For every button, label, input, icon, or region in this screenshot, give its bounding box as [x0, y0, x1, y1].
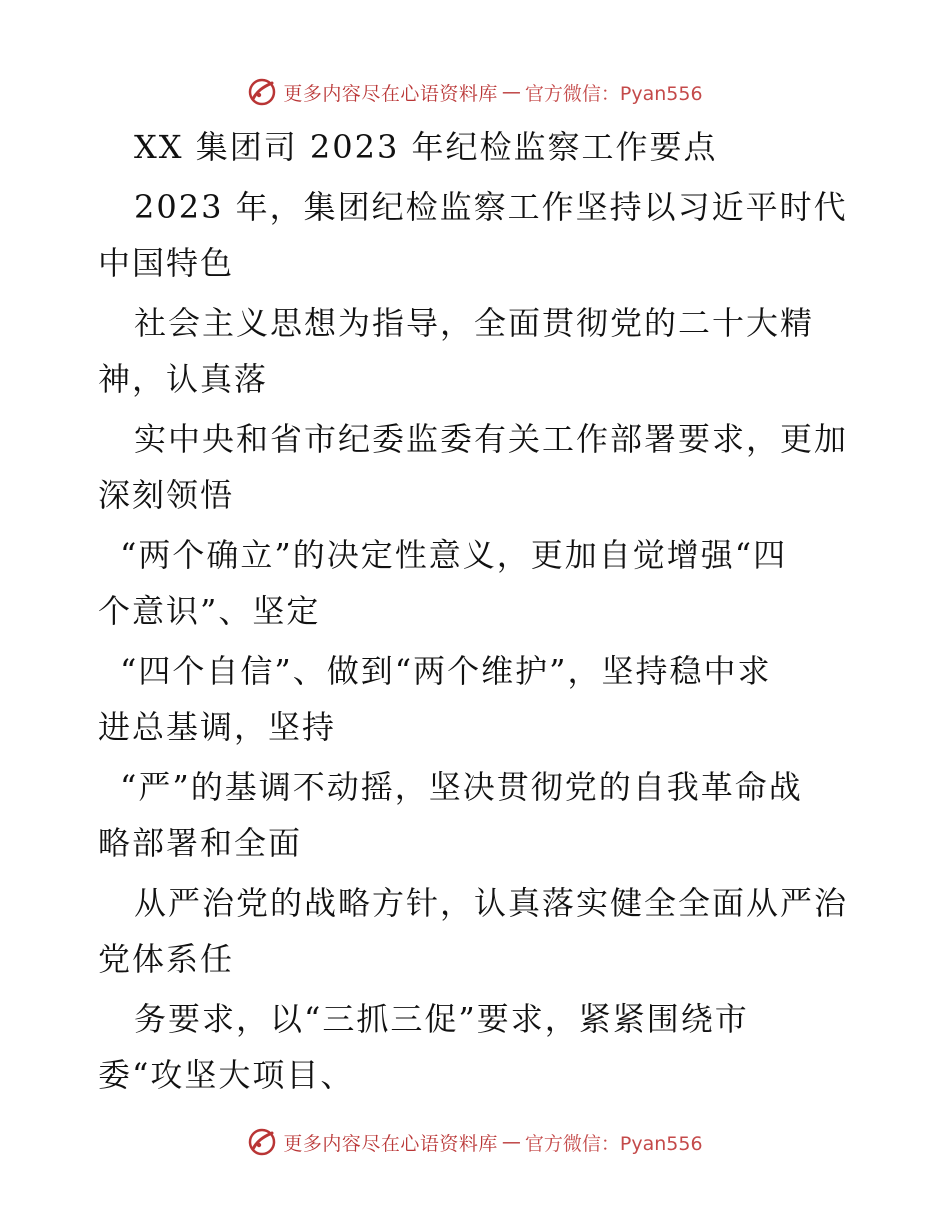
body-line-10: 进总基调，坚持 [98, 708, 337, 746]
body-line-7: “两个确立”的决定性意义，更加自觉增强“四 [120, 536, 788, 574]
footer-banner-text: 更多内容尽在心语资料库 [283, 1132, 498, 1155]
body-line-15: 务要求，以“三抓三促”要求，紧紧围绕市 [134, 1000, 749, 1038]
body-line-12: 略部署和全面 [98, 824, 303, 862]
brush-logo-icon [247, 77, 277, 107]
document-title: XX 集团司 2023 年纪检监察工作要点 [134, 128, 718, 166]
body-line-3: 社会主义思想为指导，全面贯彻党的二十大精 [134, 304, 815, 342]
body-line-11: “严”的基调不动摇，坚决贯彻党的自我革命战 [120, 768, 803, 806]
body-line-16: 委“攻坚大项目、 [98, 1056, 355, 1094]
header-banner-text: 更多内容尽在心语资料库 [283, 82, 498, 105]
body-line-1: 2023 年，集团纪检监察工作坚持以习近平时代 [134, 188, 848, 226]
body-line-5: 实中央和省市纪委监委有关工作部署要求，更加 [134, 420, 849, 458]
footer-banner [0, 1122, 950, 1162]
body-line-9: “四个自信”、做到“两个维护”，坚持稳中求 [120, 652, 772, 690]
body-line-14: 党体系任 [98, 940, 235, 978]
header-banner-separator: — [501, 81, 521, 103]
body-line-4: 神，认真落 [98, 360, 269, 398]
footer-banner-wechat: 官方微信：Pyan556 [524, 1132, 703, 1155]
body-line-8: 个意识”、坚定 [98, 592, 321, 630]
header-banner-wechat: 官方微信：Pyan556 [524, 82, 703, 105]
footer-banner-separator: — [501, 1131, 521, 1153]
body-line-13: 从严治党的战略方针，认真落实健全全面从严治 [134, 884, 849, 922]
body-line-6: 深刻领悟 [98, 476, 235, 514]
body-line-2: 中国特色 [98, 244, 235, 282]
header-banner [0, 72, 950, 112]
brush-logo-icon [247, 1127, 277, 1157]
